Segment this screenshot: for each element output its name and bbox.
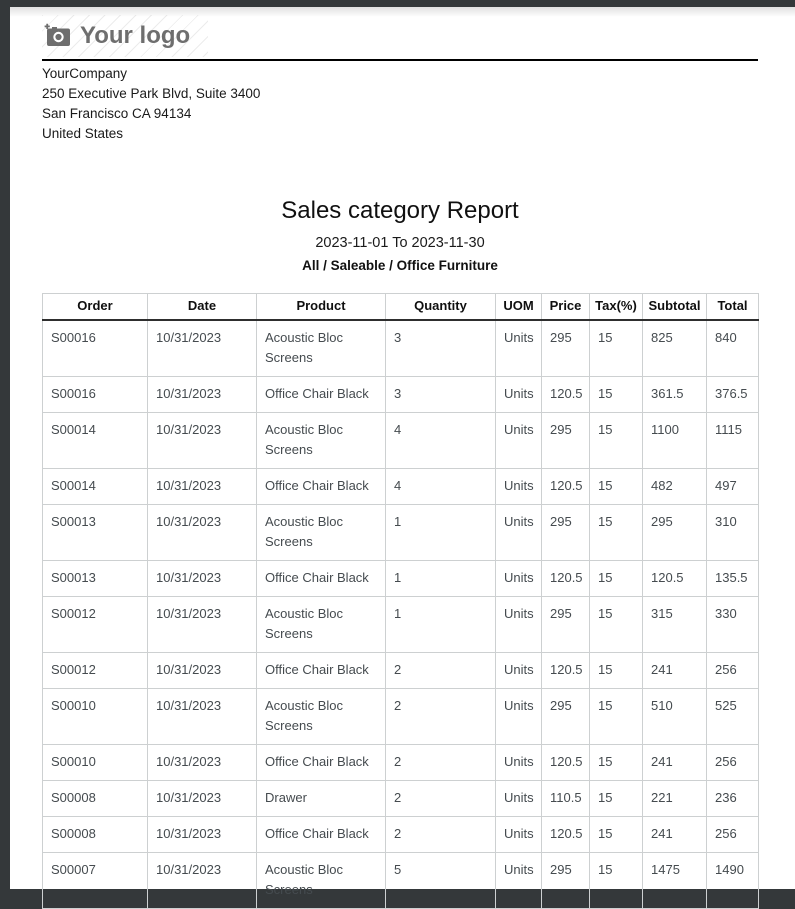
cell-uom: Units xyxy=(496,561,542,597)
cell-tax: 15 xyxy=(590,853,643,909)
cell-product: Acoustic Bloc Screens xyxy=(257,505,386,561)
company-street: 250 Executive Park Blvd, Suite 3400 xyxy=(42,86,261,101)
cell-total: 256 xyxy=(707,653,759,689)
cell-price: 120.5 xyxy=(542,653,590,689)
cell-total: 497 xyxy=(707,469,759,505)
cell-quantity: 3 xyxy=(386,377,496,413)
cell-price: 295 xyxy=(542,853,590,909)
cell-order: S00008 xyxy=(43,781,148,817)
cell-price: 120.5 xyxy=(542,561,590,597)
cell-tax: 15 xyxy=(590,689,643,745)
header-cell-uom: UOM xyxy=(496,294,542,321)
header-cell-price: Price xyxy=(542,294,590,321)
cell-total: 236 xyxy=(707,781,759,817)
cell-tax: 15 xyxy=(590,377,643,413)
cell-date: 10/31/2023 xyxy=(148,597,257,653)
cell-subtotal: 1100 xyxy=(643,413,707,469)
cell-product: Acoustic Bloc Screens xyxy=(257,689,386,745)
cell-order: S00014 xyxy=(43,413,148,469)
cell-total: 376.5 xyxy=(707,377,759,413)
table-row xyxy=(43,817,759,853)
cell-quantity: 4 xyxy=(386,469,496,505)
cell-uom: Units xyxy=(496,653,542,689)
header-cell-order: Order xyxy=(43,294,148,321)
cell-order: S00016 xyxy=(43,377,148,413)
cell-uom: Units xyxy=(496,781,542,817)
cell-total: 525 xyxy=(707,689,759,745)
sales-table xyxy=(42,293,759,909)
logo-text: Your logo xyxy=(80,22,191,49)
cell-subtotal: 241 xyxy=(643,653,707,689)
cell-date: 10/31/2023 xyxy=(148,505,257,561)
cell-price: 295 xyxy=(542,505,590,561)
cell-total: 330 xyxy=(707,597,759,653)
camera-plus-icon xyxy=(44,23,71,49)
report-date-range: 2023-11-01 To 2023-11-30 xyxy=(315,235,485,251)
cell-order: S00013 xyxy=(43,561,148,597)
cell-date: 10/31/2023 xyxy=(148,320,257,377)
cell-subtotal: 361.5 xyxy=(643,377,707,413)
table-row xyxy=(43,689,759,745)
cell-subtotal: 295 xyxy=(643,505,707,561)
cell-uom: Units xyxy=(496,505,542,561)
cell-tax: 15 xyxy=(590,413,643,469)
cell-subtotal: 120.5 xyxy=(643,561,707,597)
cell-quantity: 2 xyxy=(386,653,496,689)
cell-product: Office Chair Black xyxy=(257,653,386,689)
table-row xyxy=(43,745,759,781)
cell-product: Acoustic Bloc Screens xyxy=(257,597,386,653)
header-cell-total: Total xyxy=(707,294,759,321)
company-city: San Francisco CA 94134 xyxy=(42,106,192,121)
table-row xyxy=(43,413,759,469)
cell-subtotal: 482 xyxy=(643,469,707,505)
cell-date: 10/31/2023 xyxy=(148,653,257,689)
report-page xyxy=(10,7,795,897)
cell-date: 10/31/2023 xyxy=(148,689,257,745)
cell-subtotal: 241 xyxy=(643,817,707,853)
cell-uom: Units xyxy=(496,377,542,413)
cell-uom: Units xyxy=(496,745,542,781)
cell-quantity: 1 xyxy=(386,597,496,653)
cell-total: 1115 xyxy=(707,413,759,469)
cell-quantity: 2 xyxy=(386,817,496,853)
cell-subtotal: 1475 xyxy=(643,853,707,909)
cell-tax: 15 xyxy=(590,469,643,505)
header-cell-subtotal: Subtotal xyxy=(643,294,707,321)
cell-order: S00010 xyxy=(43,689,148,745)
cell-quantity: 1 xyxy=(386,561,496,597)
cell-price: 295 xyxy=(542,320,590,377)
cell-order: S00016 xyxy=(43,320,148,377)
cell-subtotal: 510 xyxy=(643,689,707,745)
table-row xyxy=(43,781,759,817)
cell-tax: 15 xyxy=(590,653,643,689)
table-row xyxy=(43,320,759,377)
cell-product: Office Chair Black xyxy=(257,469,386,505)
cell-total: 840 xyxy=(707,320,759,377)
cell-product: Acoustic Bloc Screens xyxy=(257,413,386,469)
cell-quantity: 4 xyxy=(386,413,496,469)
cell-order: S00007 xyxy=(43,853,148,909)
cell-quantity: 2 xyxy=(386,689,496,745)
cell-tax: 15 xyxy=(590,320,643,377)
cell-quantity: 5 xyxy=(386,853,496,909)
cell-order: S00012 xyxy=(43,653,148,689)
cell-quantity: 1 xyxy=(386,505,496,561)
header-cell-product: Product xyxy=(257,294,386,321)
header-cell-date: Date xyxy=(148,294,257,321)
table-row xyxy=(43,377,759,413)
cell-price: 120.5 xyxy=(542,469,590,505)
cell-tax: 15 xyxy=(590,505,643,561)
report-title: Sales category Report xyxy=(281,197,519,224)
cell-product: Office Chair Black xyxy=(257,817,386,853)
cell-subtotal: 241 xyxy=(643,745,707,781)
table-body xyxy=(43,320,759,909)
table-row xyxy=(43,561,759,597)
cell-uom: Units xyxy=(496,320,542,377)
cell-order: S00014 xyxy=(43,469,148,505)
cell-product: Acoustic Bloc Screens xyxy=(257,320,386,377)
header-cell-quantity: Quantity xyxy=(386,294,496,321)
cell-quantity: 2 xyxy=(386,781,496,817)
cell-quantity: 2 xyxy=(386,745,496,781)
cell-tax: 15 xyxy=(590,597,643,653)
table-header-row xyxy=(43,294,759,321)
cell-order: S00008 xyxy=(43,817,148,853)
cell-product: Acoustic Bloc Screens xyxy=(257,853,386,909)
cell-tax: 15 xyxy=(590,561,643,597)
cell-price: 295 xyxy=(542,413,590,469)
cell-subtotal: 315 xyxy=(643,597,707,653)
company-address-block xyxy=(42,64,758,144)
report-title-block xyxy=(42,196,758,275)
table-row xyxy=(43,653,759,689)
cell-date: 10/31/2023 xyxy=(148,469,257,505)
cell-tax: 15 xyxy=(590,817,643,853)
cell-uom: Units xyxy=(496,853,542,909)
cell-product: Office Chair Black xyxy=(257,745,386,781)
cell-date: 10/31/2023 xyxy=(148,817,257,853)
cell-subtotal: 221 xyxy=(643,781,707,817)
cell-uom: Units xyxy=(496,469,542,505)
table-row xyxy=(43,853,759,909)
cell-order: S00010 xyxy=(43,745,148,781)
cell-price: 295 xyxy=(542,689,590,745)
cell-total: 135.5 xyxy=(707,561,759,597)
table-row xyxy=(43,505,759,561)
cell-price: 120.5 xyxy=(542,817,590,853)
cell-price: 120.5 xyxy=(542,377,590,413)
cell-tax: 15 xyxy=(590,745,643,781)
header-divider xyxy=(42,59,758,61)
cell-date: 10/31/2023 xyxy=(148,377,257,413)
logo-placeholder xyxy=(42,15,208,57)
cell-product: Drawer xyxy=(257,781,386,817)
cell-uom: Units xyxy=(496,597,542,653)
cell-product: Office Chair Black xyxy=(257,561,386,597)
cell-uom: Units xyxy=(496,817,542,853)
cell-order: S00013 xyxy=(43,505,148,561)
cell-price: 110.5 xyxy=(542,781,590,817)
cell-date: 10/31/2023 xyxy=(148,781,257,817)
cell-date: 10/31/2023 xyxy=(148,745,257,781)
report-category-path: All / Saleable / Office Furniture xyxy=(302,258,498,273)
table-row xyxy=(43,469,759,505)
cell-uom: Units xyxy=(496,413,542,469)
company-country: United States xyxy=(42,126,124,141)
cell-total: 256 xyxy=(707,817,759,853)
cell-tax: 15 xyxy=(590,781,643,817)
table-head xyxy=(43,294,759,321)
cell-price: 295 xyxy=(542,597,590,653)
cell-date: 10/31/2023 xyxy=(148,853,257,909)
cell-total: 1490 xyxy=(707,853,759,909)
cell-price: 120.5 xyxy=(542,745,590,781)
table-row xyxy=(43,597,759,653)
cell-quantity: 3 xyxy=(386,320,496,377)
cell-total: 310 xyxy=(707,505,759,561)
cell-date: 10/31/2023 xyxy=(148,561,257,597)
cell-product: Office Chair Black xyxy=(257,377,386,413)
cell-uom: Units xyxy=(496,689,542,745)
cell-date: 10/31/2023 xyxy=(148,413,257,469)
cell-order: S00012 xyxy=(43,597,148,653)
header-cell-tax: Tax(%) xyxy=(590,294,643,321)
company-name: YourCompany xyxy=(42,66,128,81)
cell-subtotal: 825 xyxy=(643,320,707,377)
cell-total: 256 xyxy=(707,745,759,781)
